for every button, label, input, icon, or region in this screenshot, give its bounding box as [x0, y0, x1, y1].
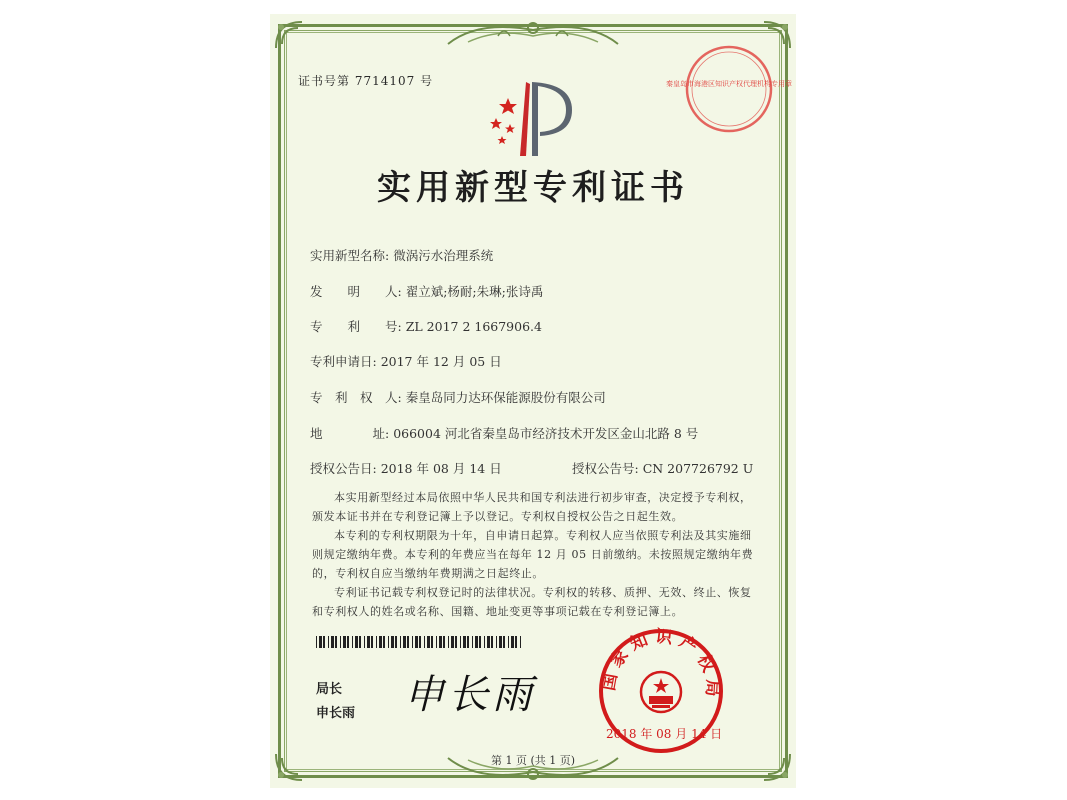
field-value: 翟立斌;杨耐;朱琳;张诗禹 — [405, 284, 544, 299]
director-name: 申长雨 — [316, 706, 356, 721]
field-label: 专 利 号: — [310, 319, 402, 334]
field-patent-number — [310, 317, 542, 335]
body-paragraph: 专利证书记载专利权登记时的法律状况。专利权的转移、质押、无效、终止、恢复和专利权人的姓名或名称、国籍、地址变更等事项记载在专利登记簿上。 — [312, 586, 752, 618]
field-grant-date — [310, 459, 502, 477]
national-emblem-icon — [641, 672, 681, 712]
field-value: 2017 年 12 月 05 日 — [380, 354, 502, 369]
director-signature — [400, 664, 540, 720]
field-label: 专 利 权 人: — [310, 390, 402, 405]
field-utility-name — [310, 246, 493, 264]
corner-ornament-icon — [272, 18, 306, 52]
field-label: 发 明 人: — [310, 284, 402, 299]
agency-stamp — [666, 44, 792, 134]
star-icon — [505, 124, 515, 133]
field-value: 2018 年 08 月 14 日 — [380, 461, 502, 476]
page-number: 第 1 页 (共 1 页) — [490, 754, 576, 767]
field-value: CN 207726792 U — [642, 461, 754, 476]
body-paragraph: 本实用新型经过本局依照中华人民共和国专利法进行初步审查，决定授予专利权，颁发本证书并在专利登记簿上予以登记。专利权自授权公告之日起生效。 — [312, 491, 752, 523]
field-patent-holder — [310, 388, 606, 406]
top-ornament — [438, 16, 628, 48]
field-application-date — [310, 352, 502, 370]
field-inventor — [310, 282, 543, 300]
certificate-number — [298, 72, 433, 89]
field-address — [310, 424, 698, 442]
barcode — [316, 636, 524, 648]
certificate-body-text — [312, 488, 762, 621]
patent-certificate — [270, 14, 796, 788]
field-grant-number — [572, 459, 753, 477]
field-label: 授权公告号: — [572, 461, 639, 476]
body-paragraph: 本专利的专利权期限为十年，自申请日起算。专利权人应当依照专利法及其实施细则规定缴纳年费。本专利的年费应当在每年 12 月 05 日前缴纳。未按照规定缴纳年费的，专利权自应当缴纳年费期满之日起终止。 — [312, 529, 754, 580]
patent-emblem-icon — [480, 76, 576, 160]
star-icon — [499, 98, 517, 114]
certificate-number-suffix: 号 — [420, 74, 434, 88]
field-value: 微涡污水治理系统 — [393, 248, 494, 263]
svg-text:国家知识产权局 — [599, 627, 723, 703]
signature-text: 申长雨 — [404, 672, 536, 718]
seal-text: 国家知识产权局 — [598, 626, 723, 704]
field-value: ZL 2017 2 1667906.4 — [405, 319, 542, 334]
field-value: 秦皇岛同力达环保能源股份有限公司 — [405, 390, 606, 405]
certificate-number-label: 证书号第 — [298, 74, 351, 88]
field-label: 地 址: — [310, 426, 390, 441]
seal-date: 2018 年 08 月 14 日 — [606, 727, 723, 741]
agency-stamp-text: 秦皇岛市海港区知识产权代理机构专用章 — [666, 80, 792, 88]
field-label: 授权公告日: — [310, 461, 377, 476]
director-title: 局长 — [316, 682, 343, 697]
certificate-number-value: 7714107 — [354, 74, 416, 88]
certificate-title: 实用新型专利证书 — [377, 168, 689, 208]
field-label: 专利申请日: — [310, 354, 377, 369]
star-icon — [498, 136, 507, 144]
field-value: 066004 河北省秦皇岛市经济技术开发区金山北路 8 号 — [393, 426, 699, 441]
field-label: 实用新型名称: — [310, 248, 390, 263]
star-icon — [490, 118, 502, 129]
